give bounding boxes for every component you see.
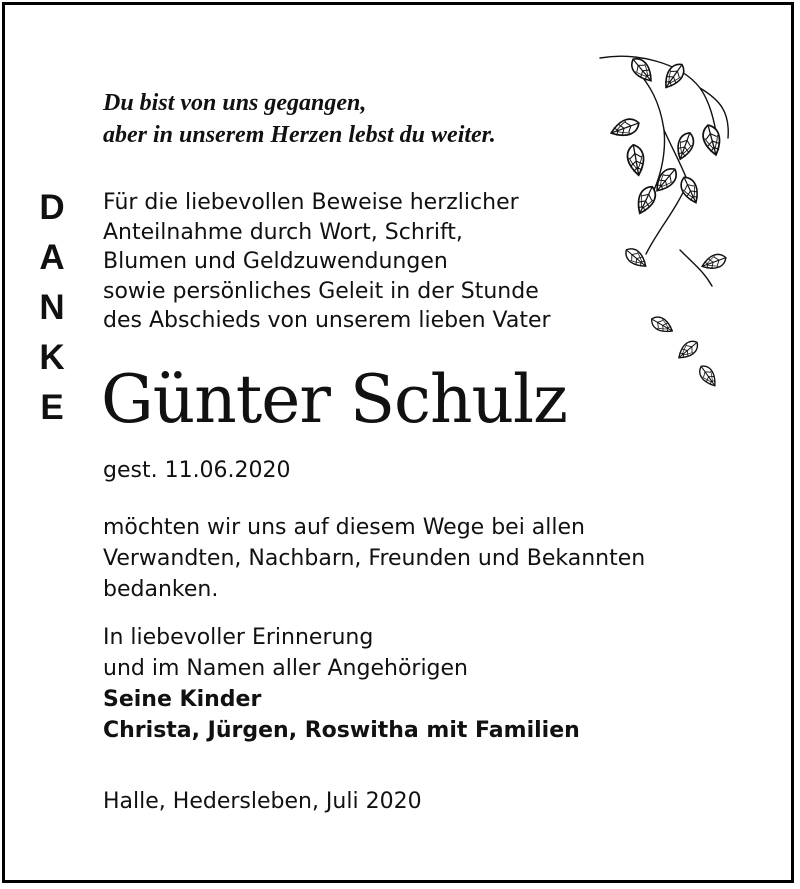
birch-branch-icon: [580, 40, 780, 400]
danke-letter: D: [39, 188, 65, 227]
signers-names: Christa, Jürgen, Roswitha mit Familien: [103, 718, 580, 743]
danke-letter: N: [39, 288, 65, 327]
intro-line: Für die liebevollen Beweise herzlicher: [103, 190, 519, 215]
signers-label: Seine Kinder: [103, 687, 262, 712]
danke-vertical-word: [30, 183, 74, 433]
intro-line: sowie persönliches Geleit in der Stunde: [103, 278, 539, 304]
danke-letter: E: [40, 388, 64, 427]
danke-letter: K: [39, 338, 65, 377]
thanks-text: [103, 512, 645, 605]
motto-line: Du bist von uns gegangen,: [103, 90, 367, 116]
danke-letter: A: [39, 238, 65, 277]
motto-line: aber in unserem Herzen lebst du weiter.: [103, 122, 496, 148]
intro-line: des Abschieds von unserem lieben Vater: [103, 308, 551, 333]
place-date: Halle, Hedersleben, Juli 2020: [103, 789, 422, 814]
thanks-line: Verwandten, Nachbarn, Freunden und Bekannten: [103, 546, 646, 571]
thanks-line: möchten wir uns auf diesem Wege bei allen: [103, 515, 585, 540]
motto: [103, 87, 496, 151]
closing-line: In liebevoller Erinnerung: [103, 625, 374, 650]
signature-block: [103, 622, 580, 746]
closing-line: und im Namen aller Angehörigen: [103, 656, 468, 681]
intro-line: Anteilnahme durch Wort, Schrift,: [103, 219, 463, 245]
deceased-name: Günter Schulz: [101, 361, 567, 438]
death-date: gest. 11.06.2020: [103, 458, 291, 483]
intro-text: [103, 188, 551, 336]
intro-line: Blumen und Geldzuwendungen: [103, 249, 448, 274]
thanks-line: bedanken.: [103, 577, 219, 602]
